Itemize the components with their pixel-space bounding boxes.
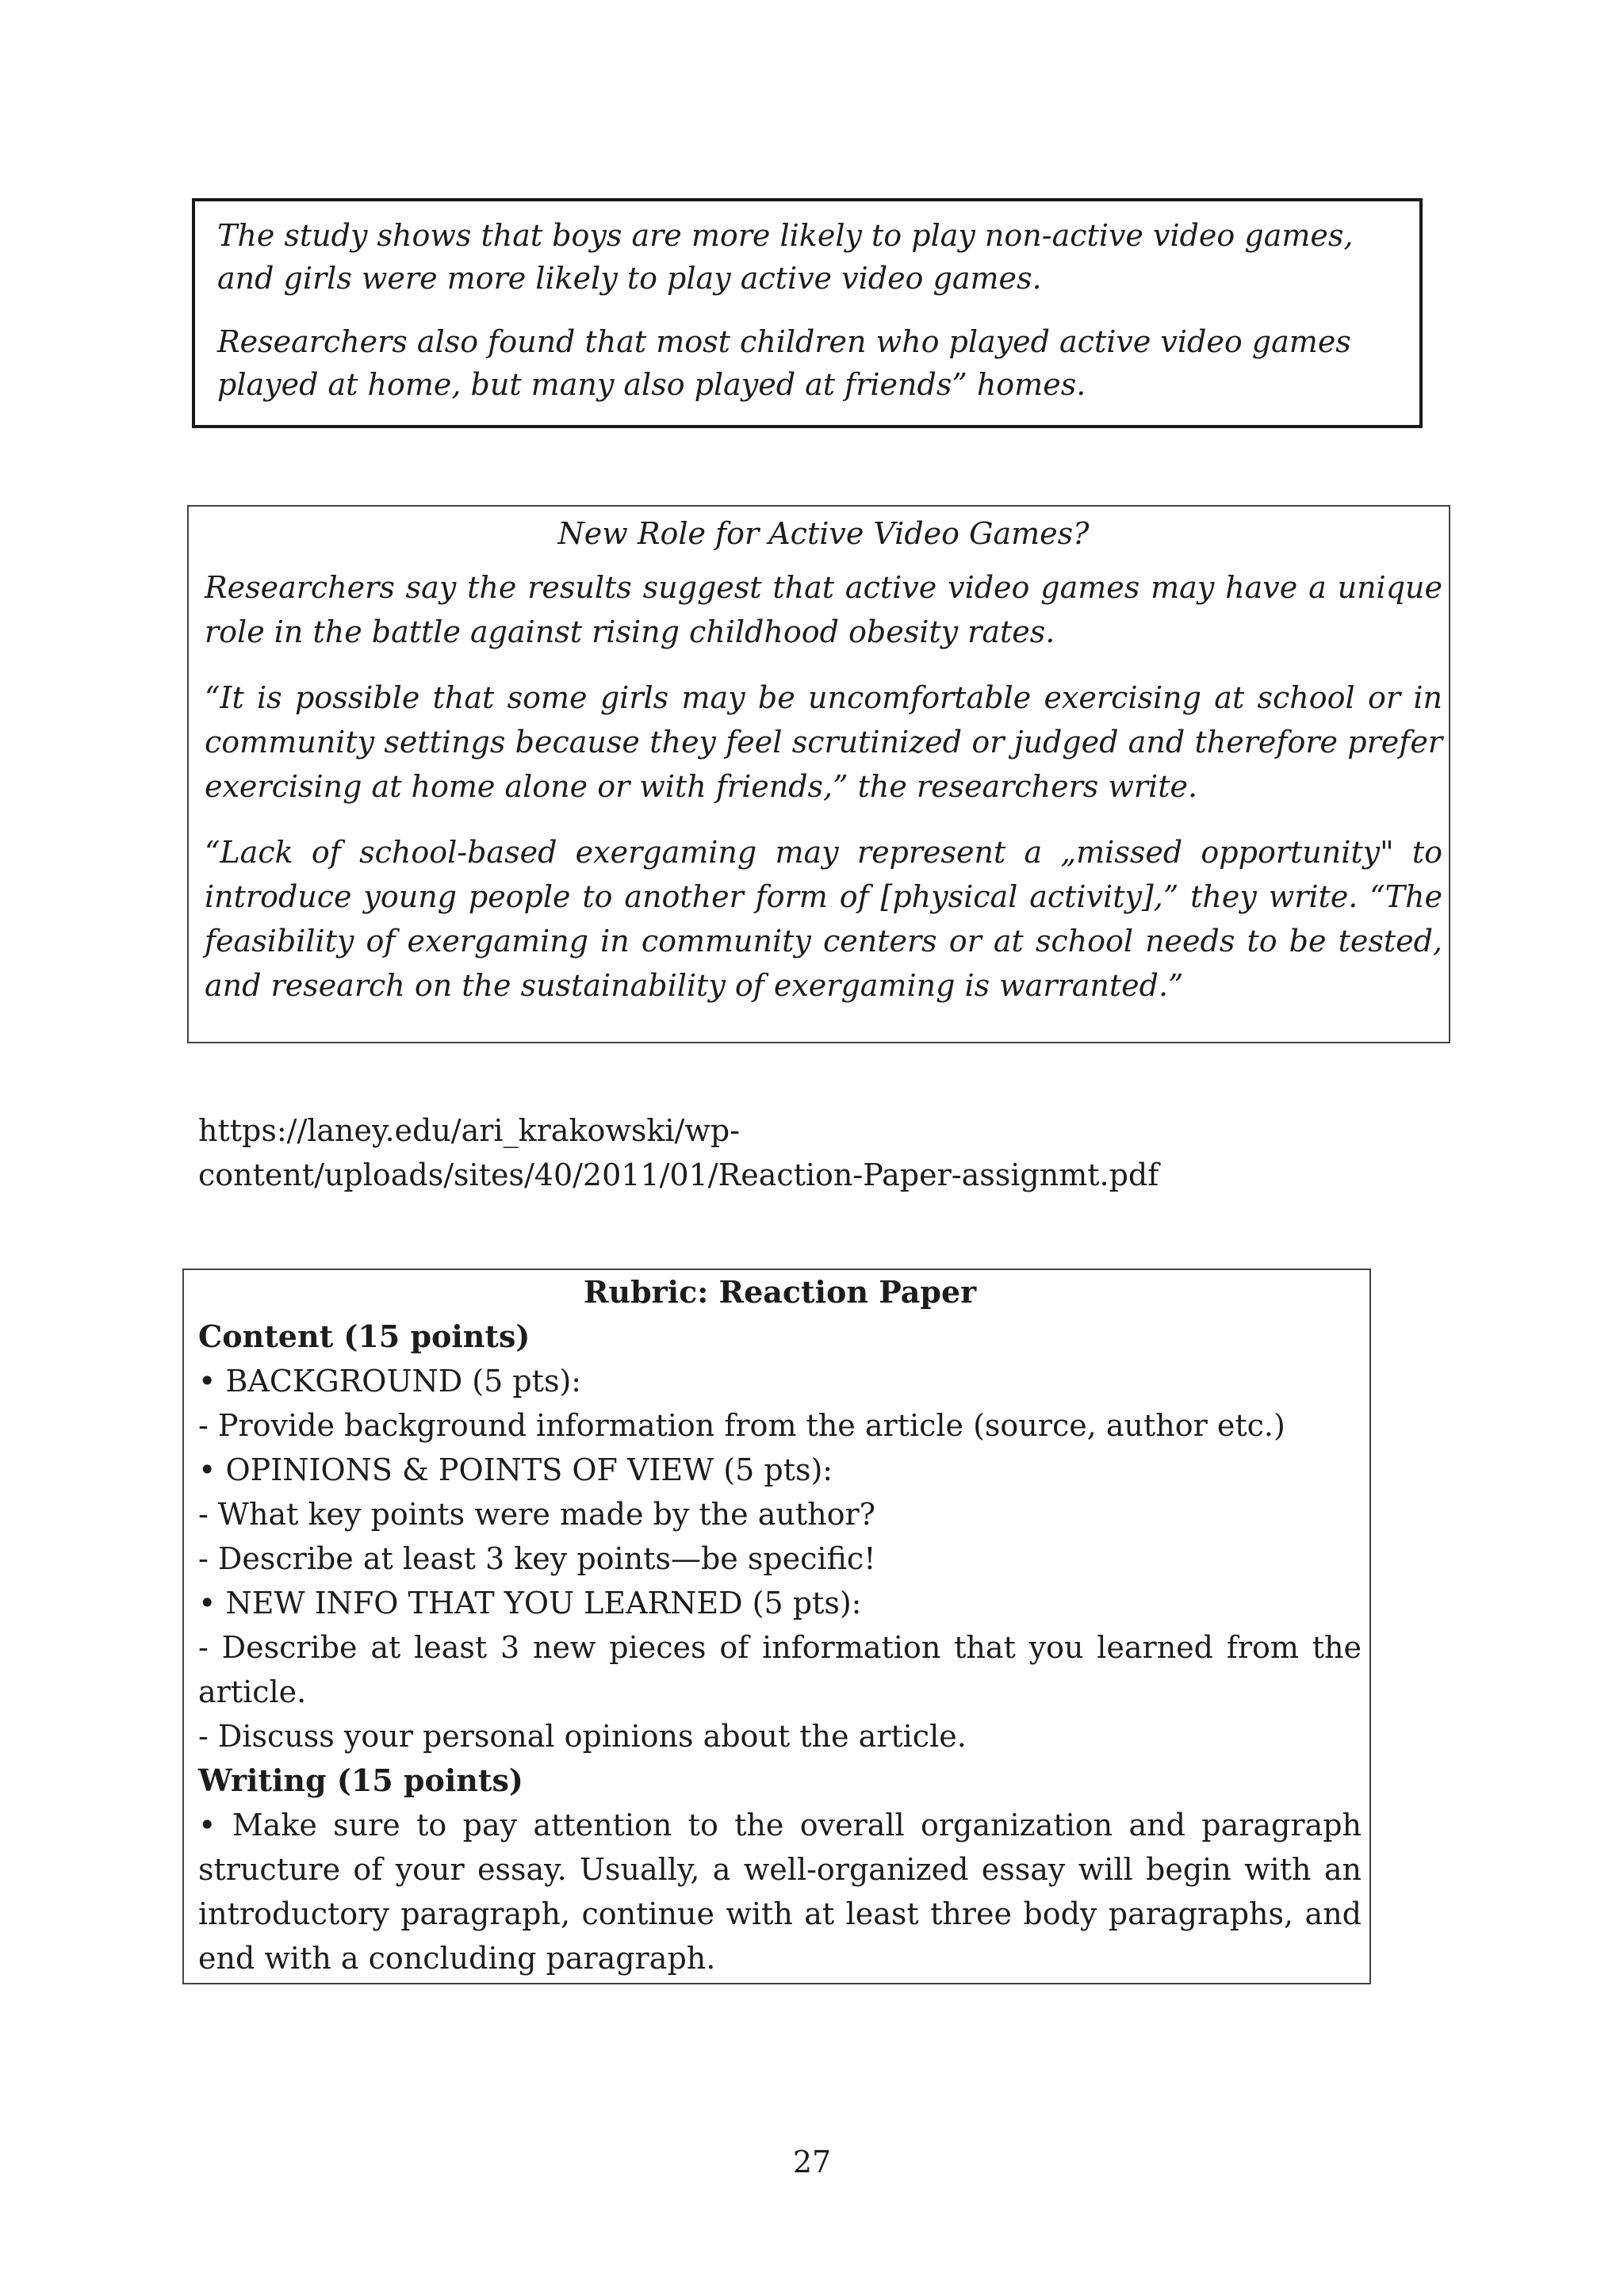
new-role-box bbox=[187, 505, 1450, 1043]
opinions-label: • OPINIONS & POINTS OF VIEW (5 pts): bbox=[198, 1452, 833, 1487]
content-heading: Content (15 points) bbox=[198, 1318, 530, 1354]
source-url[interactable] bbox=[198, 1108, 1388, 1197]
source-url-line-1: https://laney.edu/ari_krakowski/wp- bbox=[198, 1113, 741, 1148]
source-url-line-2: content/uploads/sites/40/2011/01/Reaction-Paper-assignmt.pdf bbox=[198, 1158, 1159, 1192]
background-item: - Provide background information from the article (source, author etc.) bbox=[198, 1408, 1285, 1443]
rubric-box bbox=[182, 1269, 1371, 1984]
background-label: • BACKGROUND (5 pts): bbox=[198, 1364, 582, 1399]
rubric-title: Rubric: Reaction Paper bbox=[583, 1274, 977, 1310]
new-role-title: New Role for Active Video Games? bbox=[557, 516, 1090, 551]
new-role-paragraph-3: “Lack of school-based exergaming may represent a „missed opportunity" to introduce young people to another form of [physical activity],” they write. “The feasibility of exergaming in community centers or at school needs to be tested, and research on the sustainability of exergaming is warranted.” bbox=[205, 835, 1442, 1003]
study-finding-paragraph-1: The study shows that boys are more likely to play non-active video games, and girls were more likely to play active video games. bbox=[217, 218, 1354, 296]
opinions-item-1: - What key points were made by the author? bbox=[198, 1497, 875, 1532]
study-findings-box bbox=[192, 198, 1423, 428]
new-role-paragraph-1: Researchers say the results suggest that active video games may have a unique role in the battle against rising childhood obesity rates. bbox=[205, 570, 1442, 649]
new-role-paragraph-2: “It is possible that some girls may be uncomfortable exercising at school or in community settings because they feel scrutinized or judged and therefore prefer exercising at home alone or with friends,” the researchers write. bbox=[205, 680, 1442, 804]
opinions-item-2: - Describe at least 3 key points—be specific! bbox=[198, 1541, 876, 1576]
writing-heading: Writing (15 points) bbox=[198, 1762, 523, 1798]
new-info-item-1: - Describe at least 3 new pieces of information that you learned from the article. bbox=[198, 1630, 1362, 1709]
new-info-item-2: - Discuss your personal opinions about the article. bbox=[198, 1719, 967, 1754]
study-finding-paragraph-2: Researchers also found that most children who played active video games played at home, but many also played at friends” homes. bbox=[217, 324, 1351, 402]
new-info-label: • NEW INFO THAT YOU LEARNED (5 pts): bbox=[198, 1586, 862, 1621]
page-number: 27 bbox=[792, 2145, 832, 2179]
writing-item: • Make sure to pay attention to the overall organization and paragraph structure of your essay. Usually, a well-organized essay will begin with an introductory paragraph, continue with at least three body paragraphs, and end with a concluding paragraph. bbox=[198, 1808, 1362, 1976]
